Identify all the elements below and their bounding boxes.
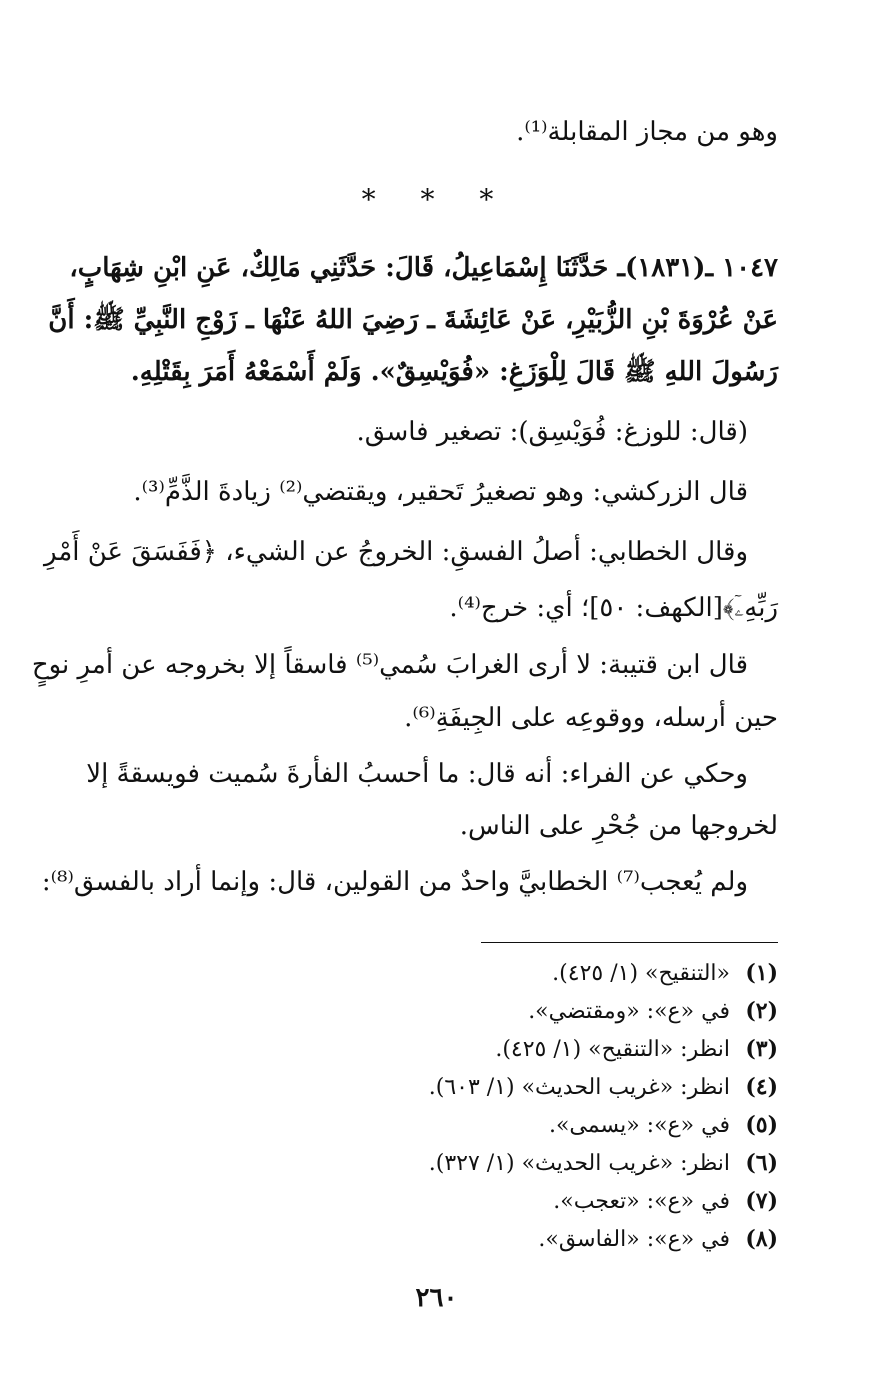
- footnote-number: (٧): [745, 1188, 778, 1214]
- hadith-line-2: عَنْ عُرْوَةَ بْنِ الزُّبَيْرِ، عَنْ عَائِشَةَ ـ رَضِيَ اللهُ عَنْهَا ـ زَوْجِ النَّبِيِّ ﷺ: أَنَّ: [48, 305, 778, 335]
- footnote-number: (٤): [745, 1074, 778, 1100]
- intro-line: وهو من مجاز المقابلة⁽¹⁾.: [516, 117, 778, 147]
- footnote-8: [95, 1222, 778, 1257]
- footnote-text: «التنقيح» (١/ ٤٢٥).: [552, 961, 730, 986]
- commentary-line-1: (قال: للوزغ: فُوَيْسِق): تصغير فاسق.: [356, 417, 748, 447]
- footnote-number: (٣): [745, 1036, 778, 1062]
- footnote-5: [95, 1108, 778, 1143]
- footnote-number: (٥): [745, 1112, 778, 1138]
- footnote-text: في «ع»: «ومقتضي».: [528, 999, 730, 1024]
- footnote-number: (٨): [745, 1226, 778, 1252]
- hadith-line-3: رَسُولَ اللهِ ﷺ قَالَ لِلْوَزَغِ: «فُوَيْسِقٌ». وَلَمْ أَسْمَعْهُ أَمَرَ بِقَتْلِهِ.: [130, 357, 778, 387]
- commentary-line-5: قال ابن قتيبة: لا أرى الغرابَ سُمي⁽⁵⁾ فاسقاً إلا بخروجه عن أمرِ نوحٍ: [31, 650, 748, 680]
- footnote-number: (٢): [745, 998, 778, 1024]
- page-number: ٢٦٠: [415, 1283, 458, 1313]
- commentary-line-2: قال الزركشي: وهو تصغيرُ تَحقير، ويقتضي⁽²⁾ زيادةَ الذَّمِّ⁽³⁾.: [133, 477, 748, 507]
- footnote-1: [95, 956, 778, 991]
- footnote-text: انظر: «غريب الحديث» (١/ ٦٠٣).: [428, 1075, 730, 1100]
- footnote-4: [95, 1070, 778, 1105]
- commentary-line-7: وحكي عن الفراء: أنه قال: ما أحسبُ الفأرةَ سُميت فويسقةً إلا: [86, 759, 748, 789]
- hadith-line-1: ١٠٤٧ ـ(١٨٣١)ـ حَدَّثَنَا إِسْمَاعِيلُ، قَالَ: حَدَّثَنِي مَالِكٌ، عَنِ ابْنِ شِهَابٍ،: [69, 253, 778, 283]
- footnote-3: [95, 1032, 778, 1067]
- section-separator: * * *: [361, 183, 512, 216]
- footnote-2: [95, 994, 778, 1029]
- footnote-number: (٦): [745, 1150, 778, 1176]
- commentary-line-4: رَبِّهِۦٓ﴾[الكهف: ٥٠]؛ أي: خرج⁽⁴⁾.: [449, 593, 778, 623]
- footnote-7: [95, 1184, 778, 1219]
- commentary-line-8: لخروجها من جُحْرِ على الناس.: [459, 811, 778, 841]
- footnote-text: انظر: «غريب الحديث» (١/ ٣٢٧).: [428, 1151, 730, 1176]
- footnote-number: (١): [745, 960, 778, 986]
- footnote-text: في «ع»: «الفاسق».: [538, 1227, 730, 1252]
- footnote-text: انظر: «التنقيح» (١/ ٤٢٥).: [495, 1037, 730, 1062]
- footnote-text: في «ع»: «يسمى».: [548, 1113, 730, 1138]
- commentary-line-3: وقال الخطابي: أصلُ الفسقِ: الخروجُ عن الشيء، ﴿فَفَسَقَ عَنْ أَمْرِ: [44, 537, 748, 567]
- commentary-line-6: حين أرسله، ووقوعِه على الجِيفَةِ⁽⁶⁾.: [404, 703, 778, 733]
- commentary-line-9: ولم يُعجب⁽⁷⁾ الخطابيَّ واحدٌ من القولين، قال: وإنما أراد بالفسق⁽⁸⁾:: [41, 867, 748, 897]
- footnote-text: في «ع»: «تعجب».: [553, 1189, 730, 1214]
- footnote-separator: [481, 942, 778, 943]
- footnote-6: [95, 1146, 778, 1181]
